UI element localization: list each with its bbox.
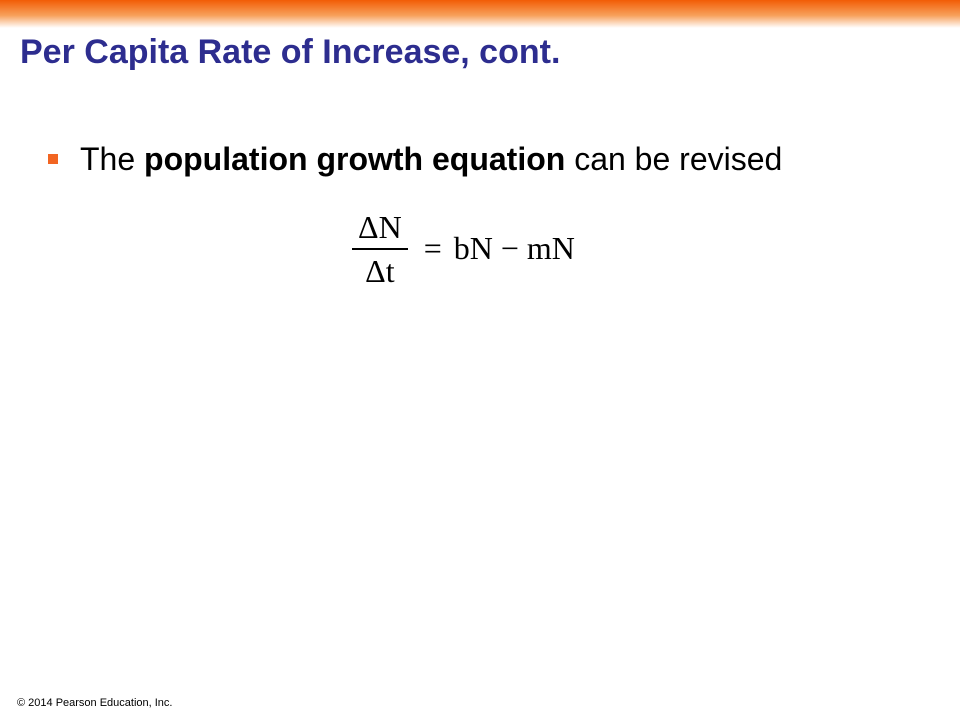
square-bullet-icon [48,154,58,164]
equation-rhs: bN − mN [453,230,575,267]
equation-fraction [352,208,408,290]
bullet-text-bold: population growth equation [144,141,566,177]
equals-sign: = [423,230,442,267]
bullet-text-after: can be revised [565,141,783,177]
bullet-text [80,139,782,179]
slide-title: Per Capita Rate of Increase, cont. [20,33,561,71]
bullet-text-before: The [80,141,145,177]
fraction-denominator: Δt [365,252,395,289]
growth-equation [352,208,575,290]
copyright-footer: © 2014 Pearson Education, Inc. [17,697,173,709]
top-accent-band [0,0,960,28]
fraction-numerator: ΔN [358,209,402,245]
fraction-bar [352,248,408,250]
bullet-item [48,139,782,179]
